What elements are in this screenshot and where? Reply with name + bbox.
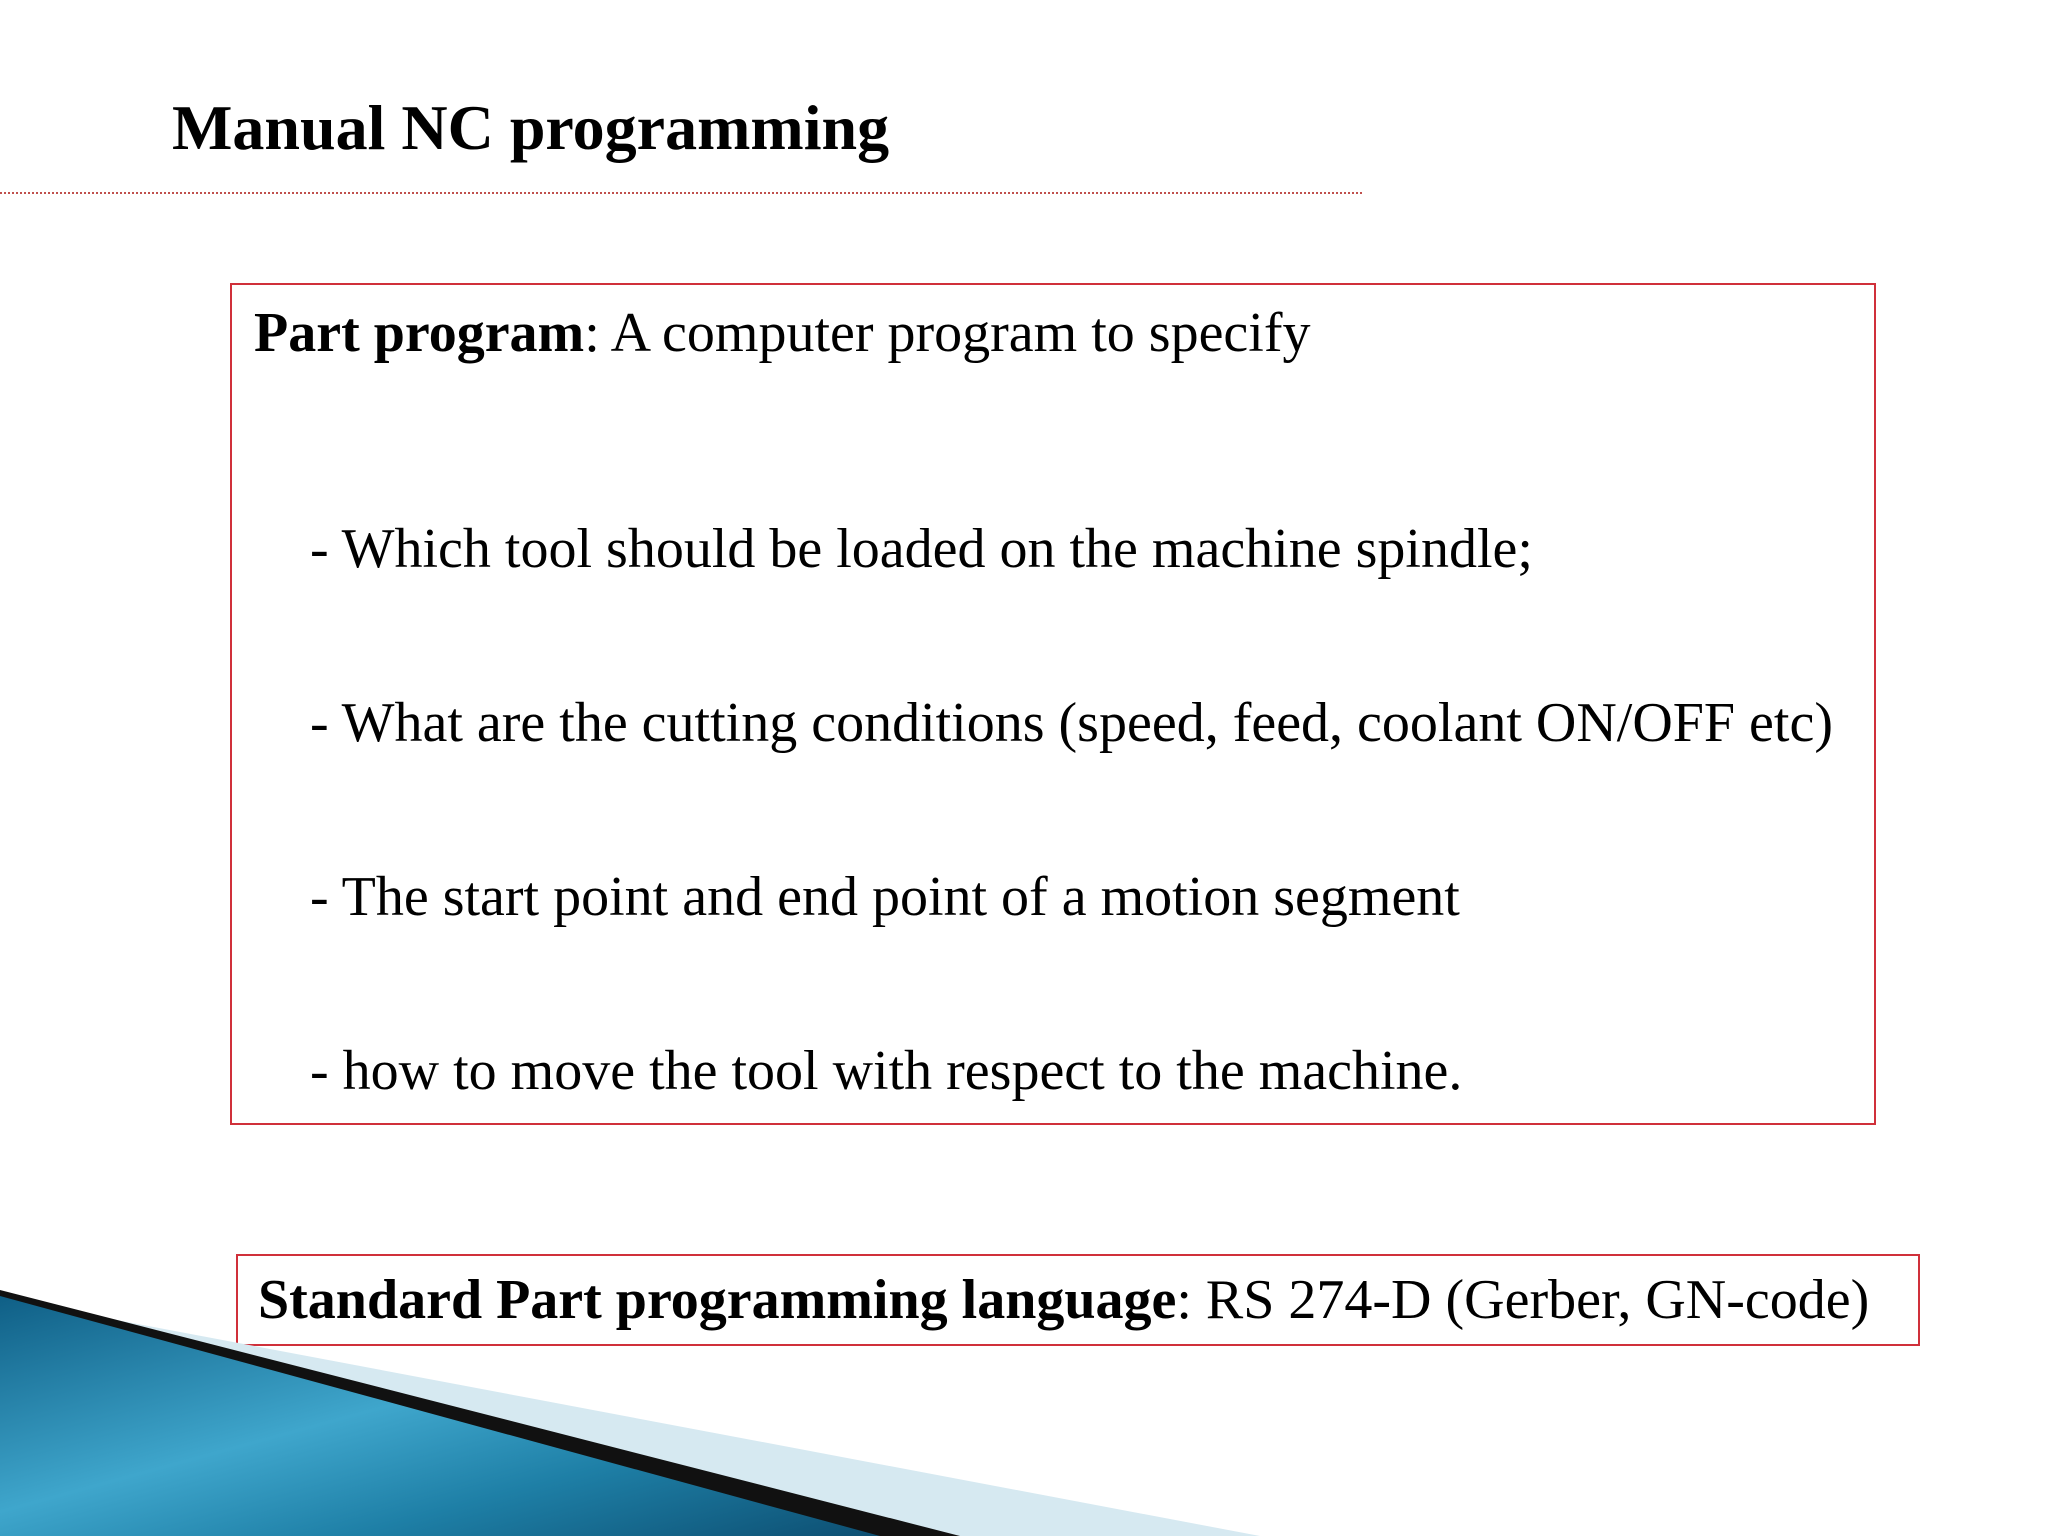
standard-language-separator: : — [1176, 1269, 1192, 1331]
bullet-cutting-conditions: - What are the cutting conditions (speed, feed, coolant ON/OFF etc) — [310, 692, 1833, 754]
part-program-text: A computer program to specify — [599, 302, 1311, 364]
decor-blue-band — [0, 1296, 880, 1536]
bullet-motion-segment: - The start point and end point of a motion segment — [310, 866, 1460, 928]
part-program-term: Part program — [254, 302, 585, 364]
part-program-definition — [254, 297, 1310, 369]
standard-language-term: Standard Part programming language — [258, 1269, 1177, 1331]
corner-decoration — [0, 1280, 1300, 1536]
part-program-box — [230, 283, 1876, 1125]
standard-language-text: RS 274-D (Gerber, GN-code) — [1191, 1269, 1870, 1331]
bullet-tool-loading: - Which tool should be loaded on the machine spindle; — [310, 518, 1533, 580]
title-divider — [0, 192, 1362, 194]
bullet-tool-movement: - how to move the tool with respect to the machine. — [310, 1040, 1463, 1102]
part-program-separator: : — [584, 302, 600, 364]
slide-title: Manual NC programming — [172, 92, 890, 163]
